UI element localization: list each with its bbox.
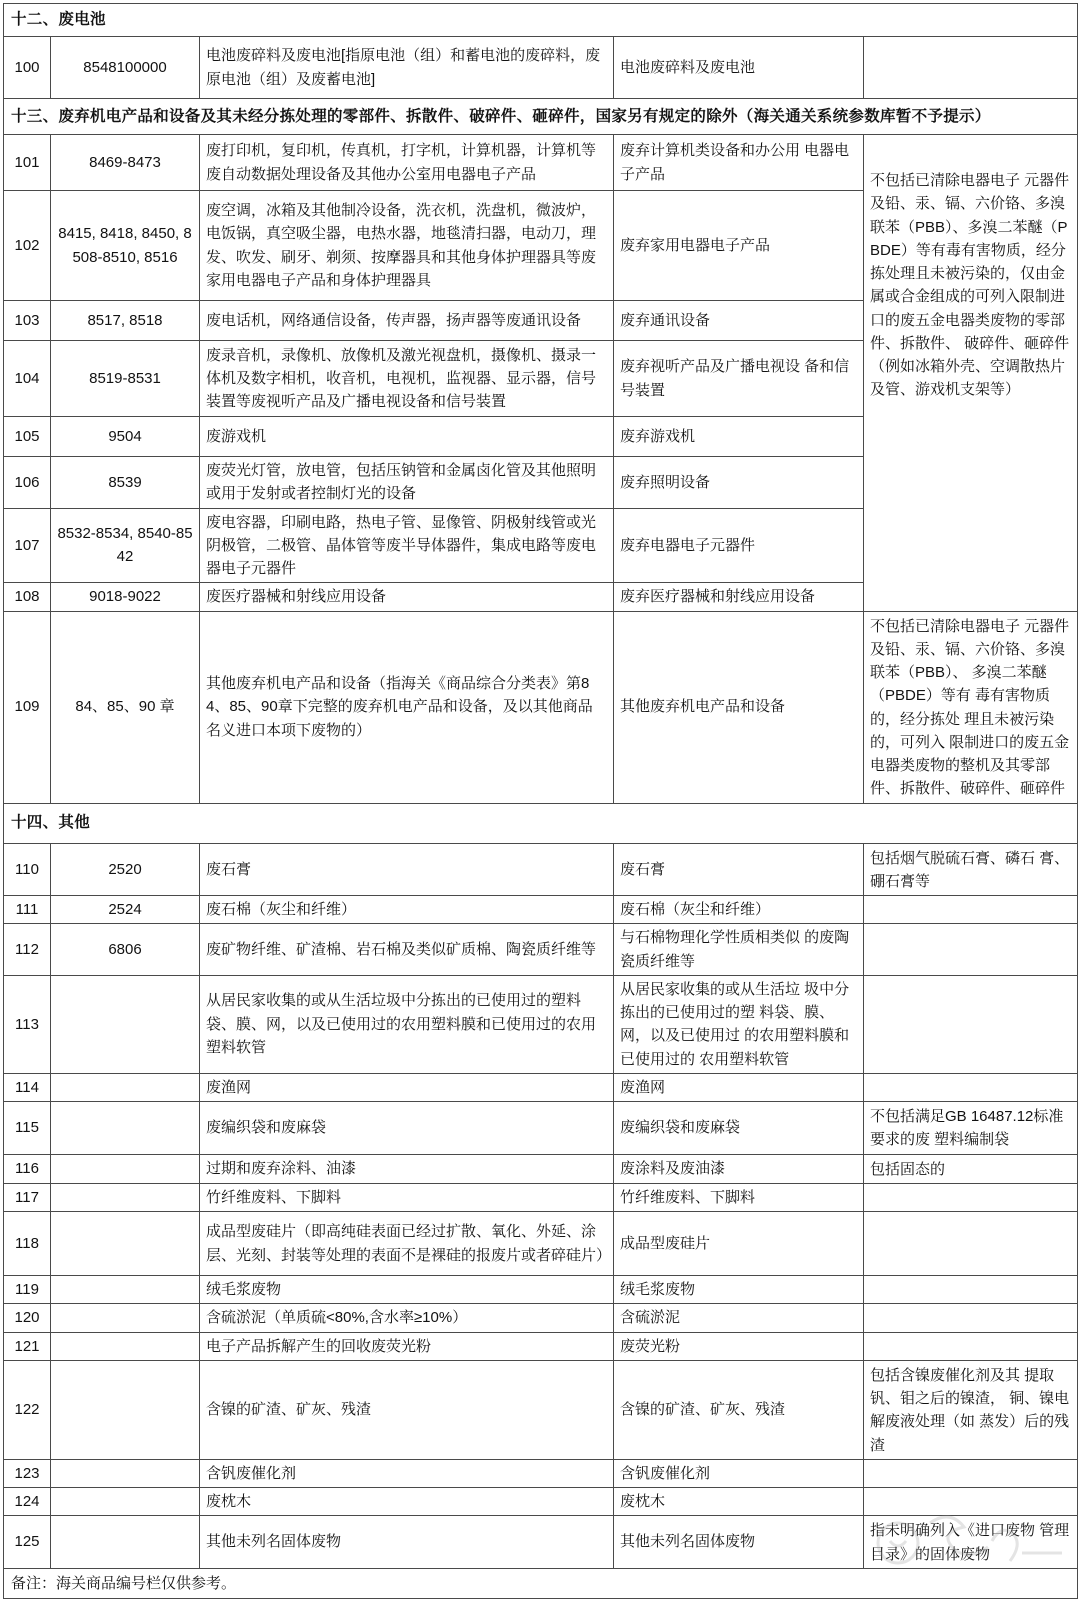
hs-code-cell [51, 1154, 200, 1183]
row-number-cell: 118 [4, 1212, 51, 1276]
category-cell: 废弃医疗器械和射线应用设备 [614, 583, 864, 611]
description-cell: 废医疗器械和射线应用设备 [200, 583, 614, 611]
table-row-100 [4, 37, 1078, 99]
note-cell [864, 1304, 1078, 1332]
table-row-119 [4, 1276, 1078, 1304]
hs-code-cell: 8469-8473 [51, 135, 200, 191]
section-row-14 [4, 803, 1078, 843]
row-number-cell: 101 [4, 135, 51, 191]
description-cell: 废电容器，印刷电路，热电子管、显像管、阴极射线管或光阴极管，二极管、晶体管等废半导体器件，集成电路等废电器电子元器件 [200, 508, 614, 583]
hs-code-cell: 6806 [51, 924, 200, 976]
row-number-cell: 107 [4, 508, 51, 583]
section-title: 十二、废电池 [4, 4, 1078, 37]
category-cell: 废荧光粉 [614, 1332, 864, 1360]
note-cell: 包括含镍废催化剂及其 提取钒、钼之后的镍渣， 铜、镍电解废液处理（如 蒸发）后的残渣 [864, 1360, 1078, 1459]
category-cell: 废编织袋和废麻袋 [614, 1102, 864, 1155]
note-cell [864, 1183, 1078, 1211]
row-number-cell: 112 [4, 924, 51, 976]
row-number-cell: 100 [4, 37, 51, 99]
hs-code-cell: 8539 [51, 457, 200, 509]
description-cell: 含镍的矿渣、矿灰、残渣 [200, 1360, 614, 1459]
category-cell: 其他废弃机电产品和设备 [614, 611, 864, 803]
description-cell: 过期和废弃涂料、油漆 [200, 1154, 614, 1183]
table-row-116 [4, 1154, 1078, 1183]
description-cell: 其他未列名固体废物 [200, 1516, 614, 1569]
category-cell: 废弃电器电子元器件 [614, 508, 864, 583]
category-cell: 含钒废催化剂 [614, 1459, 864, 1487]
table-row-117 [4, 1183, 1078, 1211]
category-cell: 竹纤维废料、下脚料 [614, 1183, 864, 1211]
category-cell: 成品型废硅片 [614, 1212, 864, 1276]
row-number-cell: 124 [4, 1488, 51, 1516]
description-cell: 废石膏 [200, 843, 614, 896]
description-cell: 竹纤维废料、下脚料 [200, 1183, 614, 1211]
description-cell: 废打印机，复印机，传真机，打字机，计算机器，计算机等废自动数据处理设备及其他办公室用电器电子产品 [200, 135, 614, 191]
hs-code-cell: 8415, 8418, 8450, 8508-8510, 8516 [51, 191, 200, 301]
hs-code-cell: 2524 [51, 896, 200, 924]
row-number-cell: 120 [4, 1304, 51, 1332]
description-cell: 成品型废硅片（即高纯硅表面已经过扩散、氧化、外延、涂层、光刻、封装等处理的表面不是裸硅的报废片或者碎硅片） [200, 1212, 614, 1276]
description-cell: 含硫淤泥（单质硫<80%,含水率≥10%） [200, 1304, 614, 1332]
category-cell: 与石棉物理化学性质相类似 的废陶瓷质纤维等 [614, 924, 864, 976]
description-cell: 废石棉（灰尘和纤维） [200, 896, 614, 924]
description-cell: 废游戏机 [200, 417, 614, 457]
table-row-114 [4, 1073, 1078, 1101]
row-number-cell: 125 [4, 1516, 51, 1569]
category-cell: 废渔网 [614, 1073, 864, 1101]
hs-code-cell [51, 1488, 200, 1516]
row-number-cell: 119 [4, 1276, 51, 1304]
category-cell: 含硫淤泥 [614, 1304, 864, 1332]
row-number-cell: 122 [4, 1360, 51, 1459]
description-cell: 含钒废催化剂 [200, 1459, 614, 1487]
note-cell [864, 1332, 1078, 1360]
description-cell: 废矿物纤维、矿渣棉、岩石棉及类似矿质棉、陶瓷质纤维等 [200, 924, 614, 976]
row-number-cell: 102 [4, 191, 51, 301]
table-row-109 [4, 611, 1078, 803]
row-number-cell: 117 [4, 1183, 51, 1211]
hs-code-cell: 8519-8531 [51, 341, 200, 417]
category-cell: 从居民家收集的或从生活垃 圾中分拣出的已使用过的塑 料袋、膜、网，以及已使用过 的农用塑料膜和已使用过的 农用塑料软管 [614, 975, 864, 1073]
waste-catalog-table [3, 3, 1078, 1599]
row-number-cell: 116 [4, 1154, 51, 1183]
table-row-113 [4, 975, 1078, 1073]
category-cell: 废弃通讯设备 [614, 301, 864, 341]
category-cell: 废涂料及废油漆 [614, 1154, 864, 1183]
description-cell: 其他废弃机电产品和设备（指海关《商品综合分类表》第84、85、90章下完整的废弃机电产品和设备，及以其他商品名义进口本项下废物的） [200, 611, 614, 803]
category-cell: 废弃游戏机 [614, 417, 864, 457]
hs-code-cell [51, 1459, 200, 1487]
row-number-cell: 123 [4, 1459, 51, 1487]
description-cell: 绒毛浆废物 [200, 1276, 614, 1304]
table-body [4, 4, 1078, 1569]
note-cell [864, 975, 1078, 1073]
hs-code-cell: 8548100000 [51, 37, 200, 99]
row-number-cell: 111 [4, 896, 51, 924]
hs-code-cell [51, 1183, 200, 1211]
table-row-121 [4, 1332, 1078, 1360]
table-row-122 [4, 1360, 1078, 1459]
hs-code-cell: 8517, 8518 [51, 301, 200, 341]
description-cell: 从居民家收集的或从生活垃圾中分拣出的已使用过的塑料袋、膜、网，以及已使用过的农用塑料膜和已使用过的农用塑料软管 [200, 975, 614, 1073]
note-cell [864, 1459, 1078, 1487]
row-number-cell: 103 [4, 301, 51, 341]
row-number-cell: 121 [4, 1332, 51, 1360]
note-cell [864, 37, 1078, 99]
description-cell: 电子产品拆解产生的回收废荧光粉 [200, 1332, 614, 1360]
section-row-13 [4, 99, 1078, 135]
description-cell: 废编织袋和废麻袋 [200, 1102, 614, 1155]
category-cell: 电池废碎料及废电池 [614, 37, 864, 99]
hs-code-cell [51, 1304, 200, 1332]
table-row-111 [4, 896, 1078, 924]
hs-code-cell [51, 975, 200, 1073]
row-number-cell: 115 [4, 1102, 51, 1155]
section-title: 十三、废弃机电产品和设备及其未经分拣处理的零部件、拆散件、破碎件、砸碎件，国家另有规定的除外（海关通关系统参数库暂不予提示） [4, 99, 1078, 135]
category-cell: 废弃计算机类设备和办公用 电器电子产品 [614, 135, 864, 191]
hs-code-cell [51, 1212, 200, 1276]
footer-row [4, 1568, 1078, 1598]
table-row-118 [4, 1212, 1078, 1276]
note-cell [864, 1073, 1078, 1101]
category-cell: 废石棉（灰尘和纤维） [614, 896, 864, 924]
row-number-cell: 104 [4, 341, 51, 417]
hs-code-cell [51, 1360, 200, 1459]
category-cell: 废弃视听产品及广播电视设 备和信号装置 [614, 341, 864, 417]
category-cell: 其他未列名固体废物 [614, 1516, 864, 1569]
note-cell: 包括烟气脱硫石膏、磷石 膏、硼石膏等 [864, 843, 1078, 896]
note-cell: 指未明确列入《进口废物 管理目录》的固体废物 [864, 1516, 1078, 1569]
category-cell: 绒毛浆废物 [614, 1276, 864, 1304]
table-row-123 [4, 1459, 1078, 1487]
description-cell: 废空调，冰箱及其他制冷设备，洗衣机，洗盘机，微波炉，电饭锅，真空吸尘器，电热水器，地毯清扫器，电动刀，理发、吹发、刷牙、剃须、按摩器具和其他身体护理器具等废家用电器电子产品和身体护理器具 [200, 191, 614, 301]
description-cell: 废荧光灯管，放电管，包括压钠管和金属卤化管及其他照明或用于发射或者控制灯光的设备 [200, 457, 614, 509]
table-row-120 [4, 1304, 1078, 1332]
category-cell: 废弃照明设备 [614, 457, 864, 509]
category-cell: 废枕木 [614, 1488, 864, 1516]
note-cell [864, 1488, 1078, 1516]
note-cell [864, 896, 1078, 924]
row-number-cell: 114 [4, 1073, 51, 1101]
description-cell: 废渔网 [200, 1073, 614, 1101]
table-footer [4, 1568, 1078, 1598]
row-number-cell: 106 [4, 457, 51, 509]
description-cell: 废枕木 [200, 1488, 614, 1516]
note-cell: 不包括已清除电器电子 元器件及铅、汞、镉、六价铬、多溴联苯（PBB）、多溴二苯醚（PBDE）等有毒有害物质，经分拣处理且未被污染的，仅由金属或合金组成的可列入限制进口的废五金电器类废物的零部件、拆散件、 破碎件、砸碎件（例如冰箱外壳、空调散热片及管、游戏机支架等） [864, 135, 1078, 612]
row-number-cell: 108 [4, 583, 51, 611]
hs-code-cell [51, 1073, 200, 1101]
note-cell [864, 1276, 1078, 1304]
hs-code-cell: 2520 [51, 843, 200, 896]
row-number-cell: 105 [4, 417, 51, 457]
hs-code-cell: 9504 [51, 417, 200, 457]
description-cell: 电池废碎料及废电池[指原电池（组）和蓄电池的废碎料，废原电池（组）及废蓄电池] [200, 37, 614, 99]
row-number-cell: 113 [4, 975, 51, 1073]
note-cell: 不包括已清除电器电子 元器件及铅、汞、镉、六价铬、多溴联苯（PBB）、 多溴二苯醚（PBDE）等有 毒有害物质的，经分拣处 理且未被污染的，可列入 限制进口的废五金电器类废物的整机及其零部件、拆散件、破碎件、砸碎件 [864, 611, 1078, 803]
category-cell: 废石膏 [614, 843, 864, 896]
section-row-12 [4, 4, 1078, 37]
description-cell: 废录音机，录像机、放像机及激光视盘机，摄像机、摄录一体机及数字相机，收音机，电视机，监视器、显示器，信号装置等废视听产品及广播电视设备和信号装置 [200, 341, 614, 417]
hs-code-cell: 8532-8534, 8540-8542 [51, 508, 200, 583]
description-cell: 废电话机，网络通信设备，传声器，扬声器等废通讯设备 [200, 301, 614, 341]
note-cell [864, 1212, 1078, 1276]
note-cell: 不包括满足GB 16487.12标准要求的废 塑料编制袋 [864, 1102, 1078, 1155]
table-row-115 [4, 1102, 1078, 1155]
table-row-101 [4, 135, 1078, 191]
hs-code-cell [51, 1332, 200, 1360]
category-cell: 废弃家用电器电子产品 [614, 191, 864, 301]
note-cell: 包括固态的 [864, 1154, 1078, 1183]
hs-code-cell: 9018-9022 [51, 583, 200, 611]
table-row-110 [4, 843, 1078, 896]
footer-note: 备注：海关商品编号栏仅供参考。 [4, 1568, 1078, 1598]
hs-code-cell: 84、85、90 章 [51, 611, 200, 803]
table-row-124 [4, 1488, 1078, 1516]
section-title: 十四、其他 [4, 803, 1078, 843]
hs-code-cell [51, 1102, 200, 1155]
row-number-cell: 109 [4, 611, 51, 803]
table-row-125 [4, 1516, 1078, 1569]
hs-code-cell [51, 1276, 200, 1304]
category-cell: 含镍的矿渣、矿灰、残渣 [614, 1360, 864, 1459]
note-cell [864, 924, 1078, 976]
hs-code-cell [51, 1516, 200, 1569]
row-number-cell: 110 [4, 843, 51, 896]
table-row-112 [4, 924, 1078, 976]
